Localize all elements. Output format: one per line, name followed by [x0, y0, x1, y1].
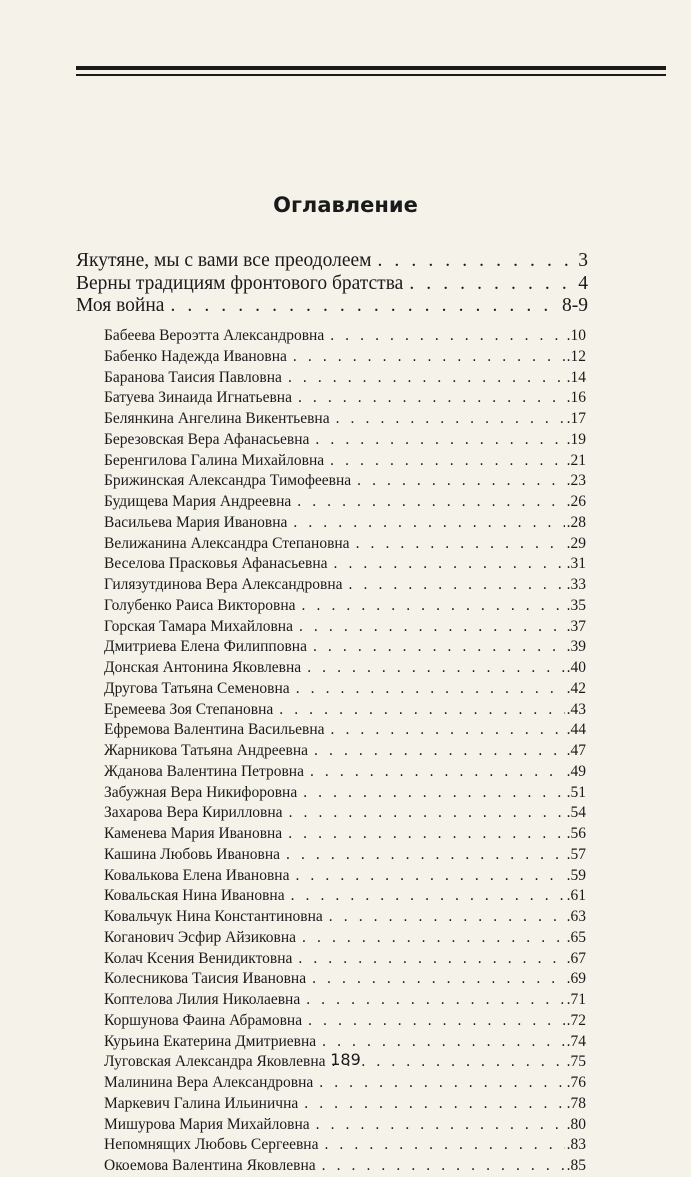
dot-leader — [170, 295, 560, 318]
toc-entry-title: Коптелова Лилия Николаевна — [104, 991, 301, 1008]
toc-entry — [104, 907, 586, 928]
toc-entry-page: 4 — [578, 272, 588, 294]
toc-entry-page: .57 — [566, 845, 586, 863]
toc-entry — [104, 388, 586, 409]
dot-leader — [313, 637, 565, 658]
toc-entry-title: Курьина Екатерина Дмитриевна — [104, 1032, 317, 1050]
toc-entry — [104, 1094, 586, 1115]
dot-leader — [315, 430, 564, 451]
dot-leader — [357, 471, 565, 492]
dot-leader — [307, 658, 564, 679]
toc-entry-page: .51 — [566, 783, 586, 801]
dot-leader — [295, 866, 564, 887]
dot-leader — [302, 928, 565, 949]
dot-leader — [299, 617, 565, 638]
toc-entry-page: .23 — [566, 472, 586, 490]
toc-entry-page: .12 — [566, 347, 586, 365]
toc-entry-title: Коршунова Фаина Абрамовна — [104, 1011, 303, 1029]
toc-entry-page: .26 — [566, 493, 586, 510]
toc-entry — [104, 990, 586, 1011]
toc-entry — [104, 969, 586, 990]
toc-entry — [104, 451, 586, 472]
toc-entry-page: .28 — [566, 513, 586, 531]
toc-entry-page: .61 — [566, 887, 586, 905]
toc-entry — [104, 741, 586, 762]
toc-entry-page: .35 — [566, 596, 586, 614]
toc-entry-page: .17 — [566, 410, 586, 427]
toc-entry-title: Белянкина Ангелина Викентьевна — [104, 410, 330, 427]
toc-entry-page: .33 — [566, 576, 586, 593]
dot-leader — [334, 554, 565, 575]
toc-entry — [104, 783, 586, 804]
toc-entry — [104, 949, 586, 970]
toc-entry — [76, 250, 588, 273]
toc-entry-title: Забужная Вера Никифоровна — [104, 783, 298, 801]
toc-entry — [104, 554, 586, 575]
toc-entry-page: .43 — [566, 700, 586, 718]
dot-leader — [349, 575, 565, 596]
main-contents-list — [76, 250, 588, 318]
toc-entry-page: .74 — [566, 1032, 586, 1050]
toc-entry-title: Бабенко Надежда Ивановна — [104, 347, 287, 365]
dot-leader — [319, 1073, 564, 1094]
toc-entry-title: Ковальчук Нина Константиновна — [104, 908, 323, 925]
toc-entry — [104, 596, 586, 617]
toc-entry-page: .69 — [566, 970, 586, 988]
toc-entry-title: Колесникова Таисия Ивановна — [104, 970, 307, 988]
toc-entry — [104, 575, 586, 596]
dot-leader — [322, 1156, 565, 1177]
toc-entry-title: Баранова Таисия Павловна — [104, 368, 282, 386]
dot-leader — [356, 534, 565, 555]
toc-entry-page: .37 — [566, 617, 586, 635]
dot-leader — [330, 451, 564, 472]
page-number: 189 — [330, 1050, 361, 1069]
toc-entry-page: .75 — [566, 1053, 586, 1071]
toc-entry-title: Батуева Зинаида Игнатьевна — [104, 389, 292, 407]
toc-entry — [76, 273, 588, 296]
toc-entry-title: Бабеева Вероэтта Александровна — [104, 327, 325, 344]
toc-entry-title: Жданова Валентина Петровна — [104, 762, 304, 780]
toc-entry-title: Беренгилова Галина Михайловна — [104, 451, 325, 469]
toc-entry-page: .63 — [566, 908, 586, 925]
dot-leader — [279, 700, 564, 721]
toc-entry-page: .39 — [566, 638, 586, 656]
toc-entry-title: Каменева Мария Ивановна — [104, 825, 283, 842]
toc-entry — [104, 762, 586, 783]
toc-entry-title: Ковальская Нина Ивановна — [104, 887, 285, 905]
toc-entry — [104, 617, 586, 638]
dot-leader — [316, 1115, 565, 1136]
top-rule-thin — [76, 74, 666, 76]
toc-entry-page: .85 — [566, 1157, 586, 1174]
toc-entry — [104, 803, 586, 824]
toc-entry — [104, 700, 586, 721]
toc-entry-title: Захарова Вера Кирилловна — [104, 804, 283, 822]
dot-leader — [291, 886, 565, 907]
toc-entry-page: .47 — [566, 742, 586, 759]
toc-entry — [104, 1011, 586, 1032]
toc-entry-page: .44 — [566, 721, 586, 739]
toc-entry — [104, 534, 586, 555]
toc-entry — [104, 866, 586, 887]
toc-entry-title: Веселова Прасковья Афанасьевна — [104, 555, 328, 573]
toc-entry-page: .29 — [566, 534, 586, 552]
toc-entry-page: 8-9 — [562, 295, 588, 316]
toc-entry-title: Моя война — [76, 295, 165, 316]
toc-entry-title: Луговская Александра Яковлевна — [104, 1053, 326, 1071]
toc-entry-title: Ефремова Валентина Васильевна — [104, 721, 325, 739]
dot-leader — [330, 326, 564, 347]
toc-entry-title: Ковалькова Елена Ивановна — [104, 866, 290, 884]
dot-leader — [409, 273, 576, 296]
toc-entry-title: Маркевич Галина Ильинична — [104, 1094, 299, 1112]
toc-entry — [104, 347, 586, 368]
toc-entry-page: .42 — [566, 679, 586, 697]
toc-entry — [104, 1115, 586, 1136]
toc-entry-title: Донская Антонина Яковлевна — [104, 659, 302, 676]
dot-leader — [288, 824, 564, 845]
dot-leader — [308, 1011, 565, 1032]
toc-entry — [76, 295, 588, 318]
toc-entry-page: .40 — [566, 659, 586, 676]
toc-entry-page: .72 — [566, 1011, 586, 1029]
toc-entry-page: .21 — [566, 451, 586, 469]
toc-entry — [104, 326, 586, 347]
toc-entry-page: .83 — [566, 1136, 586, 1154]
dot-leader — [377, 250, 576, 273]
toc-entry-title: Дмитриева Елена Филипповна — [104, 638, 307, 656]
toc-entry-title: Васильева Мария Ивановна — [104, 513, 288, 531]
dot-leader — [298, 388, 565, 409]
toc-entry — [104, 1073, 586, 1094]
toc-entry-title: Еремеева Зоя Степановна — [104, 700, 274, 718]
toc-entry-page: .67 — [566, 949, 586, 967]
toc-entry-title: Колач Ксения Венидиктовна — [104, 949, 293, 967]
toc-entry-page: .56 — [566, 825, 586, 842]
toc-entry-title: Горская Тамара Михайловна — [104, 617, 293, 635]
toc-entry — [104, 824, 586, 845]
dot-leader — [329, 907, 565, 928]
toc-entry-title: Велижанина Александра Степановна — [104, 534, 350, 552]
dot-leader — [312, 969, 565, 990]
dot-leader — [310, 762, 565, 783]
toc-entry-title: Верны традициям фронтового братства — [76, 272, 404, 294]
toc-entry — [104, 845, 586, 866]
toc-entry-title: Другова Татьяна Семеновна — [104, 679, 290, 697]
toc-entry — [104, 1135, 586, 1156]
toc-entry — [104, 720, 586, 741]
dot-leader — [302, 596, 565, 617]
toc-entry-page: 3 — [578, 250, 588, 271]
dot-leader — [314, 741, 565, 762]
toc-entry-page: .65 — [566, 928, 586, 946]
toc-entry-title: Малинина Вера Александровна — [104, 1074, 314, 1091]
toc-entry-page: .54 — [566, 804, 586, 822]
dot-leader — [304, 1094, 564, 1115]
toc-entry-title: Окоемова Валентина Яковлевна — [104, 1157, 316, 1174]
toc-entry-title: Будищева Мария Андреевна — [104, 493, 292, 510]
dot-leader — [336, 409, 565, 430]
toc-entry-title: Жарникова Татьяна Андреевна — [104, 742, 309, 759]
toc-entry — [104, 928, 586, 949]
toc-entry-title: Гилязутдинова Вера Александровна — [104, 576, 343, 593]
dot-leader — [324, 1135, 564, 1156]
toc-entry-page: .49 — [566, 762, 586, 780]
toc-entry — [104, 471, 586, 492]
dot-leader — [293, 347, 565, 368]
toc-entry — [104, 886, 586, 907]
toc-entry — [104, 430, 586, 451]
toc-entry-title: Якутяне, мы с вами все преодолеем — [76, 250, 372, 271]
toc-entry — [104, 368, 586, 389]
toc-entry-page: .19 — [566, 430, 586, 448]
toc-entry-title: Непомнящих Любовь Сергеевна — [104, 1136, 319, 1154]
toc-entry — [104, 513, 586, 534]
dot-leader — [303, 783, 564, 804]
toc-entry — [104, 658, 586, 679]
top-rule-thick — [76, 66, 666, 70]
toc-entry-page: .10 — [566, 327, 586, 344]
toc-entry-page: .71 — [566, 991, 586, 1008]
toc-entry-title: Березовская Вера Афанасьевна — [104, 430, 310, 448]
dot-leader — [331, 720, 565, 741]
toc-entry-title: Брижинская Александра Тимофеевна — [104, 472, 352, 490]
toc-entry — [104, 409, 586, 430]
toc-entry-page: .16 — [566, 389, 586, 407]
dot-leader — [288, 368, 565, 389]
toc-entry-page: .14 — [566, 368, 586, 386]
toc-entry-page: .78 — [566, 1094, 586, 1112]
toc-entry-title: Кашина Любовь Ивановна — [104, 845, 281, 863]
dot-leader — [289, 803, 565, 824]
dot-leader — [293, 513, 564, 534]
dot-leader — [306, 990, 564, 1011]
toc-entry-page: .76 — [566, 1074, 586, 1091]
toc-entry — [104, 679, 586, 700]
toc-entry-title: Коганович Эсфир Айзиковна — [104, 928, 297, 946]
dot-leader — [298, 949, 564, 970]
toc-entry-page: .80 — [566, 1115, 586, 1133]
toc-entry — [104, 492, 586, 513]
dot-leader — [297, 492, 564, 513]
toc-entry — [104, 637, 586, 658]
toc-entry-page: .59 — [566, 866, 586, 884]
page-title: Оглавление — [273, 193, 418, 217]
dot-leader — [286, 845, 565, 866]
toc-entry — [104, 1156, 586, 1177]
dot-leader — [296, 679, 565, 700]
toc-entry-title: Голубенко Раиса Викторовна — [104, 596, 296, 614]
toc-entry-page: .31 — [566, 555, 586, 573]
toc-entry-title: Мишурова Мария Михайловна — [104, 1115, 310, 1133]
